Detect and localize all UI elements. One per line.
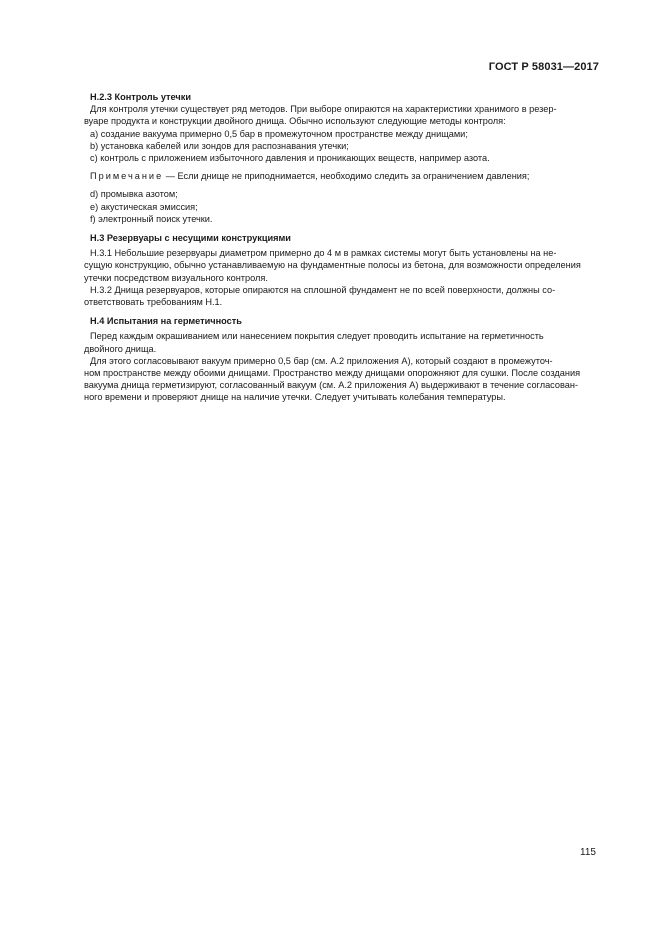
- paragraph-line: вуаре продукта и конструкции двойного днища. Обычно используют следующие методы контроля:: [84, 116, 506, 127]
- note-text: — Если днище не приподнимается, необходимо следить за ограничением давления;: [163, 171, 530, 182]
- list-item: b) установка кабелей или зондов для распознавания утечки;: [90, 140, 349, 151]
- list-item: c) контроль с приложением избыточного давления и проникающих веществ, например азота.: [90, 153, 490, 164]
- list-item: a) создание вакуума примерно 0,5 бар в промежуточном пространстве между днищами;: [90, 128, 468, 139]
- note-label: Примечание: [90, 171, 164, 182]
- page-number: 115: [580, 847, 596, 858]
- note: [90, 170, 598, 182]
- section-title-h3: Н.3 Резервуары с несущими конструкциями: [90, 233, 291, 244]
- paragraph-line: ного времени и проверяют днище на наличие утечки. Следует учитывать колебания температуры.: [84, 392, 506, 403]
- paragraph-line: Для этого согласовывают вакуум примерно 0,5 бар (см. А.2 приложения А), который создают в промежуточ-: [90, 355, 553, 366]
- list-item: f) электронный поиск утечки.: [90, 213, 213, 224]
- paragraph-line: Н.3.1 Небольшие резервуары диаметром примерно до 4 м в рамках системы могут быть установлены на не-: [90, 248, 557, 259]
- document-code: ГОСТ Р 58031—2017: [488, 61, 599, 73]
- paragraph-line: Для контроля утечки существует ряд методов. При выборе опираются на характеристики хранимого в резер-: [90, 104, 557, 115]
- paragraph-line: вакуума днища герметизируют, согласованный вакуум (см. А.2 приложения А) выдерживают в течение согласован-: [84, 380, 579, 391]
- paragraph-line: Перед каждым окрашиванием или нанесением покрытия следует проводить испытание на герметичность: [90, 331, 544, 342]
- list-item: e) акустическая эмиссия;: [90, 201, 198, 212]
- paragraph-line: сущую конструкцию, обычно устанавливаемую на фундаментные полосы из бетона, для возможности определения: [84, 260, 581, 271]
- paragraph-line: двойного днища.: [84, 343, 157, 354]
- list-item: d) промывка азотом;: [90, 189, 178, 200]
- section-title-h4: Н.4 Испытания на герметичность: [90, 316, 242, 327]
- paragraph-line: утечки посредством визуального контроля.: [84, 272, 268, 283]
- section-title-h23: Н.2.3 Контроль утечки: [90, 92, 191, 102]
- document-body: [84, 91, 598, 404]
- paragraph-line: Н.3.2 Днища резервуаров, которые опираются на сплошной фундамент не по всей поверхности, должны со-: [90, 284, 556, 295]
- paragraph-line: ном пространстве между обоими днищами. Пространство между днищами опорожняют для сушки. После создания: [84, 368, 581, 379]
- paragraph-line: ответствовать требованиям Н.1.: [84, 297, 223, 308]
